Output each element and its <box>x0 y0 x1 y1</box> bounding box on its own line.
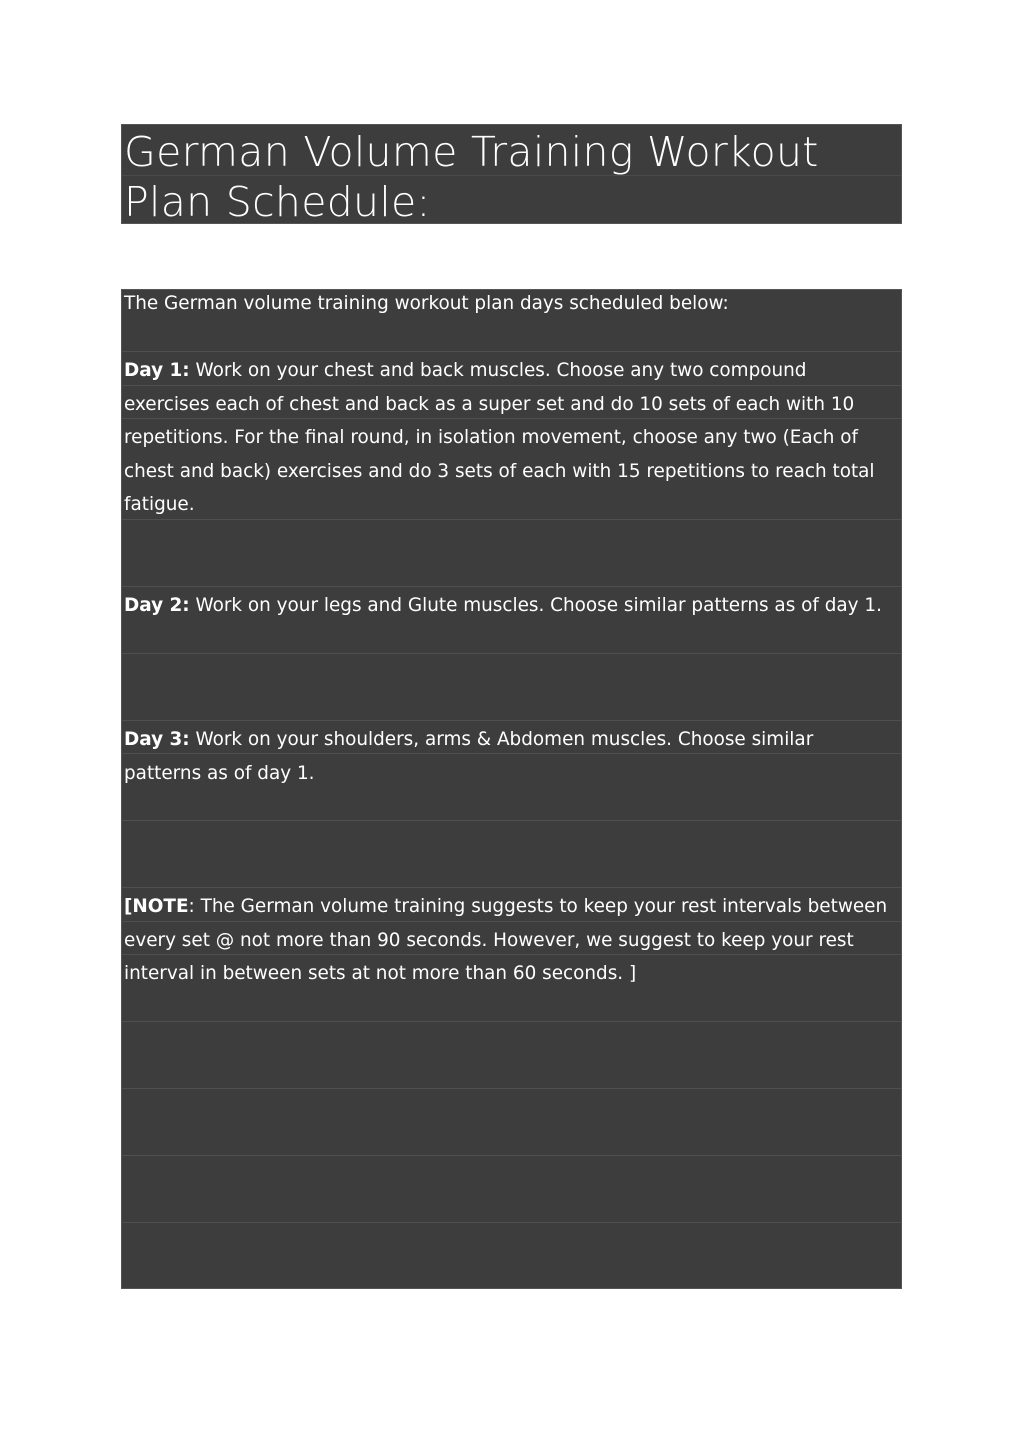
note-text: : The German volume training suggests to keep your rest intervals between every set @ not more than 90 seconds. However, we suggest to keep your rest interval in between sets at not more than 60 seconds. ] <box>124 896 888 984</box>
row-divider <box>122 351 901 352</box>
day-2-text: Work on your legs and Glute muscles. Choose similar patterns as of day 1. <box>189 595 882 616</box>
note-paragraph <box>124 890 893 991</box>
row-divider <box>122 1021 901 1022</box>
row-divider <box>122 820 901 821</box>
note-label: [NOTE <box>124 896 189 917</box>
day-1-text: Work on your chest and back muscles. Choose any two compound exercises each of chest and back as a super set and do 10 sets of each with 10 repetitions. For the final round, in isolation movement, choose any two (Each of chest and back) exercises and do 3 sets of each with 15 repetitions to reach total fatigue. <box>124 360 875 515</box>
day-2-paragraph <box>124 589 893 623</box>
row-divider <box>122 653 901 654</box>
day-1-label: Day 1: <box>124 360 190 381</box>
row-divider <box>122 1088 901 1089</box>
day-3-label: Day 3: <box>124 729 190 750</box>
row-divider <box>122 1155 901 1156</box>
row-divider <box>122 887 901 888</box>
row-divider <box>122 1222 901 1223</box>
day-3-paragraph <box>124 723 893 790</box>
row-divider <box>122 586 901 587</box>
day-1-paragraph <box>124 354 893 522</box>
intro-text <box>124 287 893 321</box>
page-title: German Volume Training Workout Plan Schedule: <box>124 128 819 226</box>
day-3-text: Work on your shoulders, arms & Abdomen muscles. Choose similar patterns as of day 1. <box>124 729 814 784</box>
row-divider <box>122 720 901 721</box>
intro-sentence: The German volume training workout plan days scheduled below: <box>124 293 729 314</box>
title-block <box>121 124 902 224</box>
schedule-table <box>121 289 902 1289</box>
day-2-label: Day 2: <box>124 595 190 616</box>
